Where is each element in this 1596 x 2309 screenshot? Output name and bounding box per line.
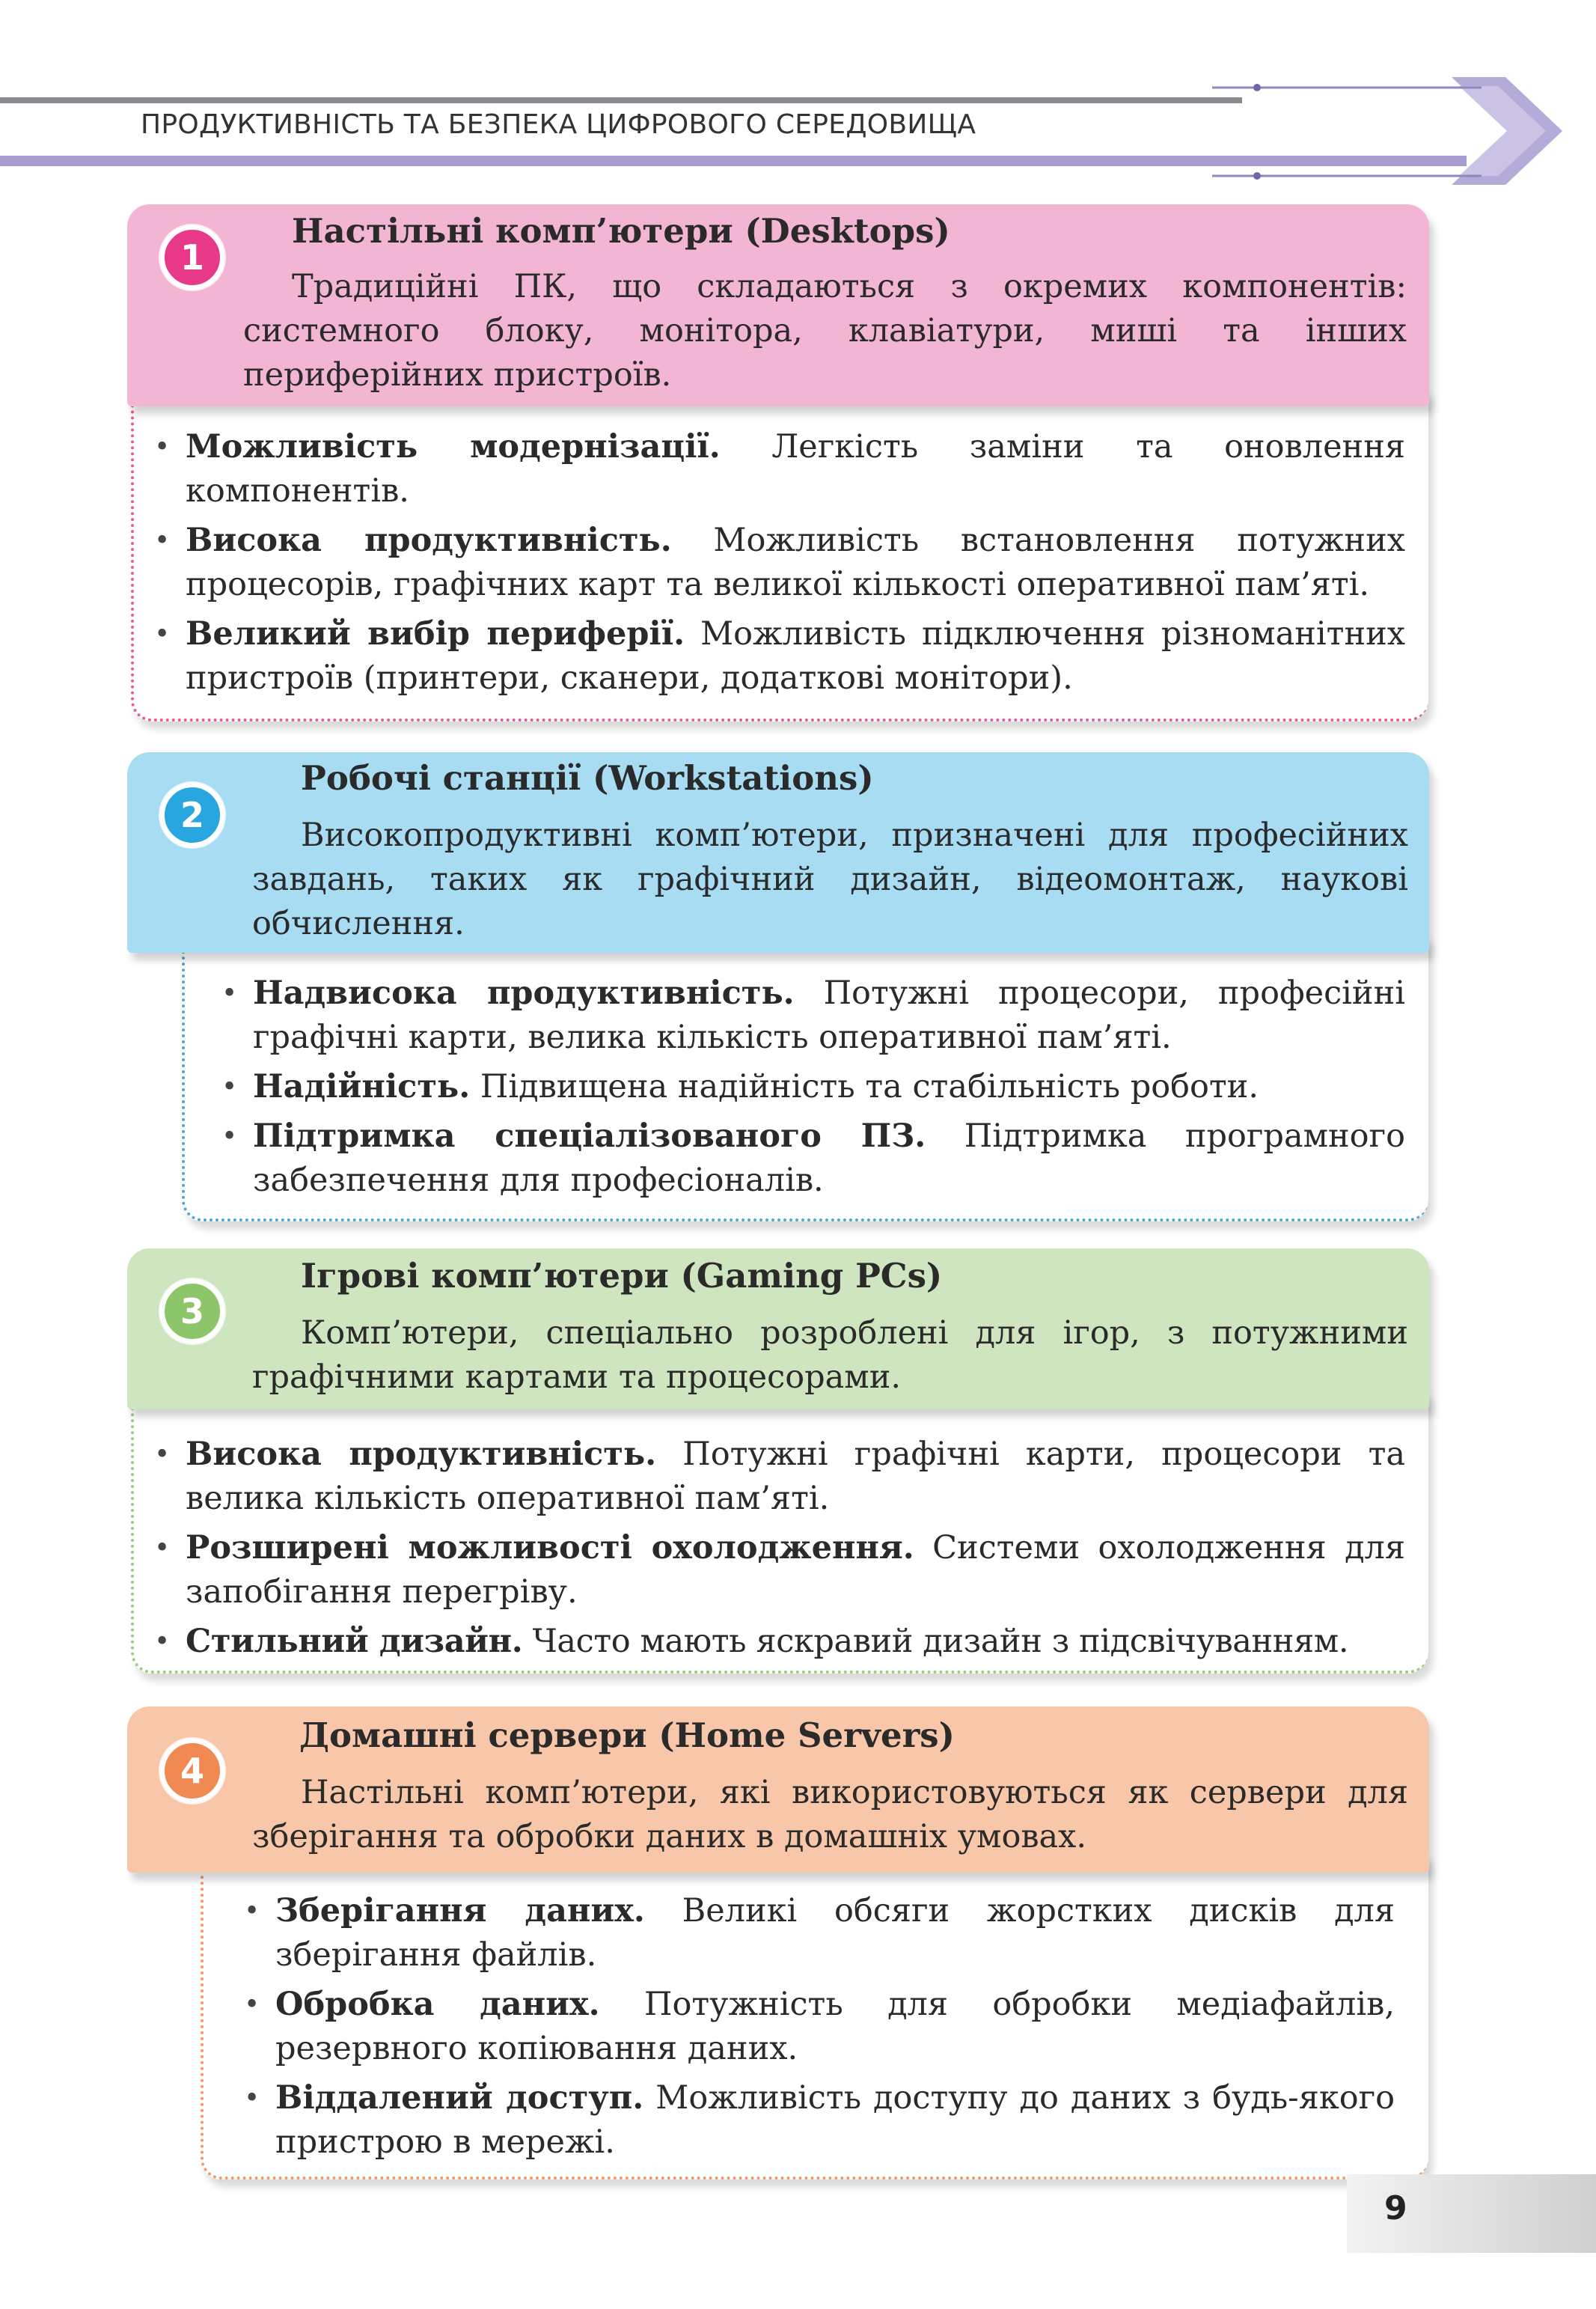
section-2-description: Високопродуктивні комп’ютери, призначені для професійних завдань, таких як графічний дизайн, відеомонтаж, наукові обчислення. [252, 817, 1408, 942]
list-item: • Стильний дизайн. Часто мають яскравий дизайн з підсвічуванням. [147, 1620, 1405, 1664]
section-3-bullets [147, 1433, 1405, 1669]
section-2-bullets [214, 972, 1405, 1208]
section-2-badge: 2 [160, 783, 224, 847]
list-item: • Висока продуктивність. Можливість встановлення потужних процесорів, графічних карт та великої кількості оперативної пам’яті. [147, 519, 1405, 607]
section-4-title: Домашні сервери (Home Servers) [299, 1715, 955, 1755]
section-3-title: Ігрові комп’ютери (Gaming PCs) [301, 1256, 943, 1296]
section-1-badge: 1 [160, 225, 224, 290]
section-4-description: Настільні комп’ютери, які використовуються як сервери для зберігання та обробки даних в домашніх умовах. [252, 1774, 1408, 1855]
list-item: • Висока продуктивність. Потужні графічні карти, процесори та велика кількість оперативної пам’яті. [147, 1433, 1405, 1521]
list-item: • Зберігання даних. Великі обсяги жорстких дисків для зберігання файлів. [236, 1889, 1395, 1977]
list-item: • Надійність. Підвищена надійність та стабільність роботи. [214, 1065, 1405, 1109]
list-item: • Надвисока продуктивність. Потужні процесори, професійні графічні карти, велика кількість оперативної пам’яті. [214, 972, 1405, 1060]
header-rule-top [0, 97, 1242, 103]
list-item: • Обробка даних. Потужність для обробки медіафайлів, резервного копіювання даних. [236, 1983, 1395, 2071]
list-item: • Можливість модернізації. Легкість заміни та оновлення компонентів. [147, 425, 1405, 513]
section-4-badge: 4 [160, 1739, 224, 1803]
section-1-description: Традиційні ПК, що складаються з окремих компонентів: системного блоку, монітора, клавіатури, миші та інших периферійних пристроїв. [243, 268, 1407, 394]
list-item: • Великий вибір периферії. Можливість підключення різноманітних пристроїв (принтери, сканери, додаткові монітори). [147, 612, 1405, 701]
list-item: • Підтримка спеціалізованого ПЗ. Підтримка програмного забезпечення для професіоналів. [214, 1114, 1405, 1203]
section-4-bullets [236, 1889, 1395, 2170]
header-arrow-icon [1212, 71, 1564, 191]
section-3-description: Комп’ютери, спеціально розроблені для ігор, з потужними графічними картами та процесорами. [252, 1314, 1408, 1396]
section-1-title: Настільні комп’ютери (Desktops) [292, 211, 950, 251]
section-2-title: Робочі станції (Workstations) [301, 758, 874, 798]
page-header-title: ПРОДУКТИВНІСТЬ ТА БЕЗПЕКА ЦИФРОВОГО СЕРЕДОВИЩА [141, 109, 976, 140]
section-3-badge: 3 [160, 1279, 224, 1343]
list-item: • Віддалений доступ. Можливість доступу до даних з будь-якого пристрою в мережі. [236, 2076, 1395, 2165]
list-item: • Розширені можливості охолодження. Системи охолодження для запобігання перегріву. [147, 1526, 1405, 1614]
page-number: 9 [1384, 2189, 1407, 2227]
section-1-bullets [147, 425, 1405, 706]
